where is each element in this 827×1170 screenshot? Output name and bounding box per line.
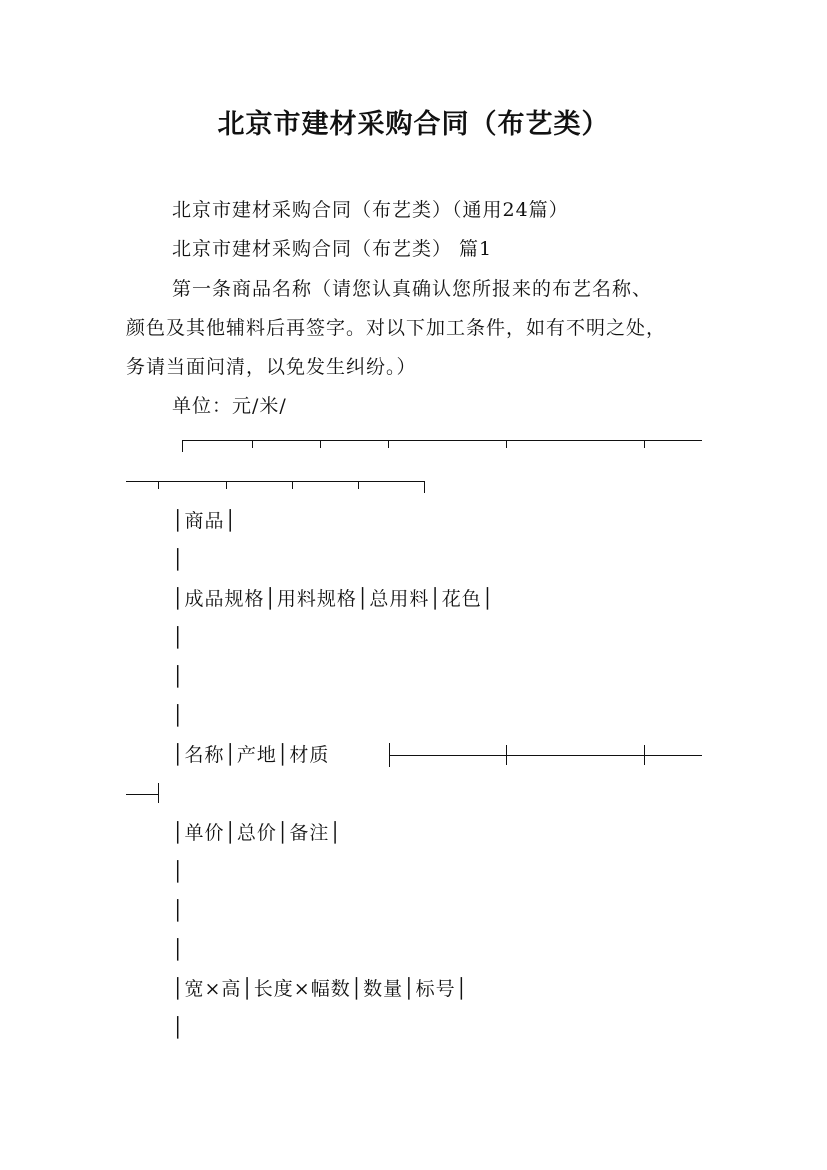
table-row-price: │单价│总价│备注│ bbox=[172, 822, 342, 844]
table-column-tick bbox=[506, 440, 507, 448]
table-divider-line bbox=[390, 755, 702, 756]
unit-line: 单位：元/米/ bbox=[172, 395, 287, 417]
table-top-border-cont bbox=[126, 481, 424, 482]
table-column-tick bbox=[644, 440, 645, 448]
table-row-bar: │ bbox=[172, 861, 185, 883]
table-corner-tick bbox=[182, 440, 183, 452]
table-divider-end-tick bbox=[158, 783, 159, 803]
table-row-size: │宽×高│长度×幅数│数量│标号│ bbox=[172, 978, 469, 1000]
table-row-goods: │商品│ bbox=[172, 510, 237, 532]
article1-line1: 第一条商品名称（请您认真确认您所报来的布艺名称、 bbox=[172, 278, 653, 300]
table-corner-tick bbox=[424, 481, 425, 493]
table-row-bar: │ bbox=[172, 549, 185, 571]
table-column-tick bbox=[292, 481, 293, 489]
table-column-tick bbox=[226, 481, 227, 489]
table-row-bar: │ bbox=[172, 1017, 185, 1039]
document-subtitle: 北京市建材采购合同（布艺类）（通用24篇） bbox=[172, 199, 569, 221]
table-column-tick bbox=[252, 440, 253, 448]
section-heading: 北京市建材采购合同（布艺类） 篇1 bbox=[172, 238, 493, 260]
table-top-border bbox=[182, 440, 702, 441]
table-row-bar: │ bbox=[172, 666, 185, 688]
table-column-tick bbox=[388, 440, 389, 448]
table-row-bar: │ bbox=[172, 705, 185, 727]
table-row-bar: │ bbox=[172, 939, 185, 961]
table-cross-tick bbox=[506, 745, 507, 765]
article1-line2: 颜色及其他辅料后再签字。对以下加工条件，如有不明之处， bbox=[126, 317, 667, 339]
table-column-tick bbox=[358, 481, 359, 489]
table-column-tick bbox=[158, 481, 159, 489]
table-row-specs: │成品规格│用料规格│总用料│花色│ bbox=[172, 588, 495, 610]
table-divider-line-cont bbox=[126, 794, 158, 795]
table-row-bar: │ bbox=[172, 900, 185, 922]
table-cross-tick bbox=[644, 745, 645, 765]
table-row-bar: │ bbox=[172, 627, 185, 649]
article1-line3: 务请当面问清，以免发生纠纷。） bbox=[126, 356, 417, 378]
document-title: 北京市建材采购合同（布艺类） bbox=[217, 109, 610, 140]
table-column-tick bbox=[320, 440, 321, 448]
table-row-name-origin: │名称│产地│材质 bbox=[172, 744, 330, 766]
